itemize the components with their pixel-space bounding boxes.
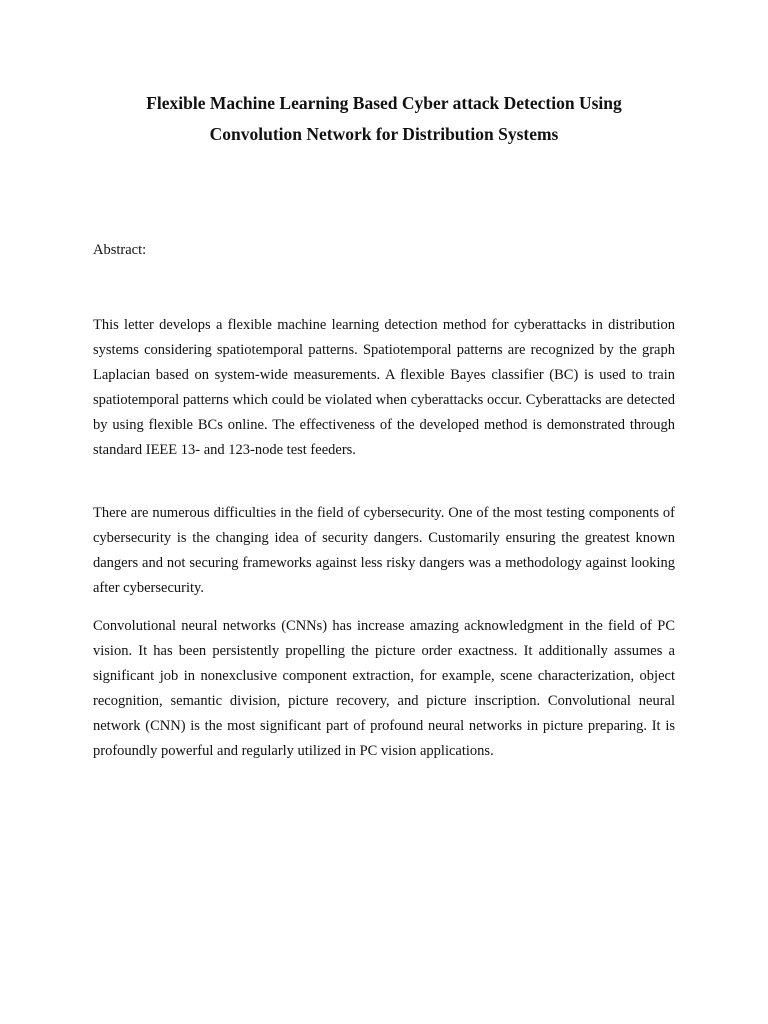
title-line-2: Convolution Network for Distribution Systems <box>209 124 559 144</box>
body-paragraph-3: Convolutional neural networks (CNNs) has increase amazing acknowledgment in the field of PC vision. It has been persistently propelling the picture order exactness. It additionally assumes a significant job in nonexclusive component extraction, for example, scene characterization, object recognition, semantic division, picture recovery, and picture inscription. Convolutional neural network (CNN) is the most significant part of profound neural networks in picture preparing. It is profoundly powerful and regularly utilized in PC vision applications. <box>93 618 675 759</box>
abstract-paragraph-1: This letter develops a flexible machine learning detection method for cyberattacks in distribution systems considering spatiotemporal patterns. Spatiotemporal patterns are recognized by the graph Laplacian based on system-wide measurements. A flexible Bayes classifier (BC) is used to train spatiotemporal patterns which could be violated when cyberattacks occur. Cyberattacks are detected by using flexible BCs online. The effectiveness of the developed method is demonstrated through standard IEEE 13- and 123-node test feeders. <box>93 317 675 458</box>
title-line-1: Flexible Machine Learning Based Cyber attack Detection Using <box>146 93 622 113</box>
paper-title <box>60 88 708 150</box>
abstract-label: Abstract: <box>93 242 147 258</box>
body-paragraph-2: There are numerous difficulties in the field of cybersecurity. One of the most testing components of cybersecurity is the changing idea of security dangers. Customarily ensuring the greatest known dangers and not securing frameworks against less risky dangers was a methodology against looking after cybersecurity. <box>93 505 675 596</box>
